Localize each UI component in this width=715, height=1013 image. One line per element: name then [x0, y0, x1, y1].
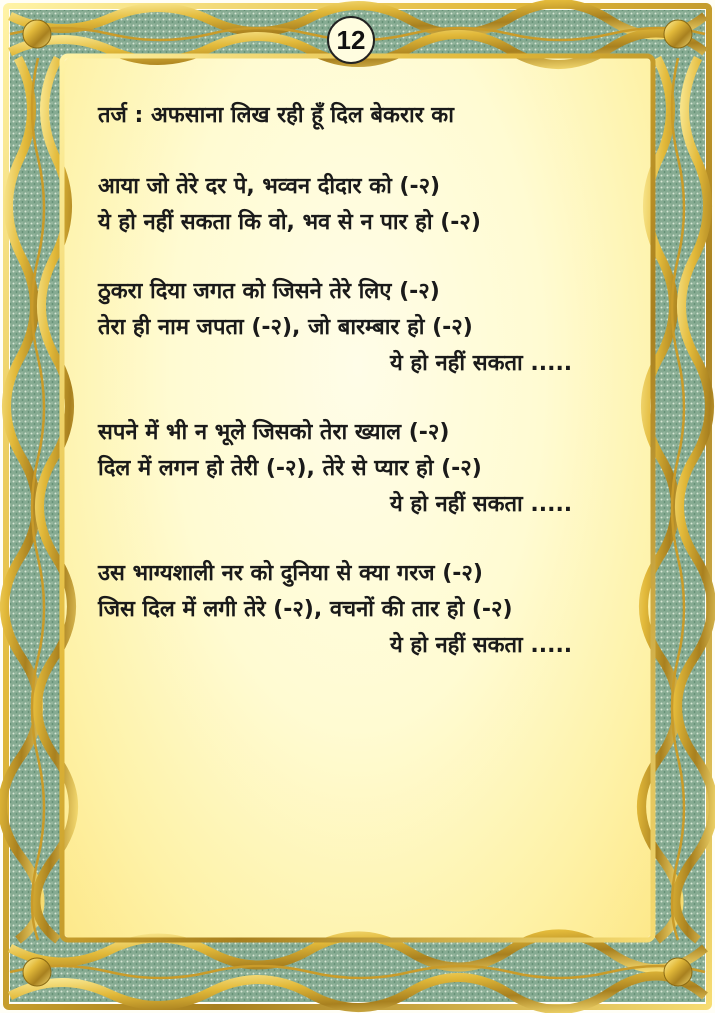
- stanza-line: तेरा ही नाम जपता (-२), जो बारम्बार हो (-२): [98, 315, 473, 340]
- bhajan-text: [98, 98, 638, 697]
- stanza-line: ये हो नहीं सकता कि वो, भव से न पार हो (-२): [98, 210, 481, 235]
- stanza-4: [98, 556, 638, 664]
- refrain-line: ये हो नहीं सकता .....: [390, 492, 573, 517]
- stanza-line: आया जो तेरे दर पे, भव्वन दीदार को (-२): [98, 174, 441, 199]
- refrain-line: ये हो नहीं सकता .....: [390, 633, 573, 658]
- stanza-1: [98, 169, 638, 241]
- page-number-badge: [327, 16, 375, 64]
- page-number: 12: [336, 24, 366, 55]
- tune-reference: तर्ज : अफसाना लिख रही हूँ दिल बेकरार का: [98, 103, 454, 128]
- stanza-line: दिल में लगन हो तेरी (-२), तेरे से प्यार हो (-२): [98, 456, 482, 481]
- stanza-line: सपने में भी न भूले जिसको तेरा ख्याल (-२): [98, 420, 450, 445]
- stanza-2: [98, 274, 638, 382]
- frame-bottom-band: [10, 934, 705, 1010]
- stanza-line: ठुकरा दिया जगत को जिसने तेरे लिए (-२): [98, 279, 440, 304]
- refrain-line: ये हो नहीं सकता .....: [390, 351, 573, 376]
- stanza-3: [98, 415, 638, 523]
- stanza-line: जिस दिल में लगी तेरे (-२), वचनों की तार हो (-२): [98, 597, 513, 622]
- stanza-line: उस भाग्यशाली नर को दुनिया से क्या गरज (-२): [98, 561, 483, 586]
